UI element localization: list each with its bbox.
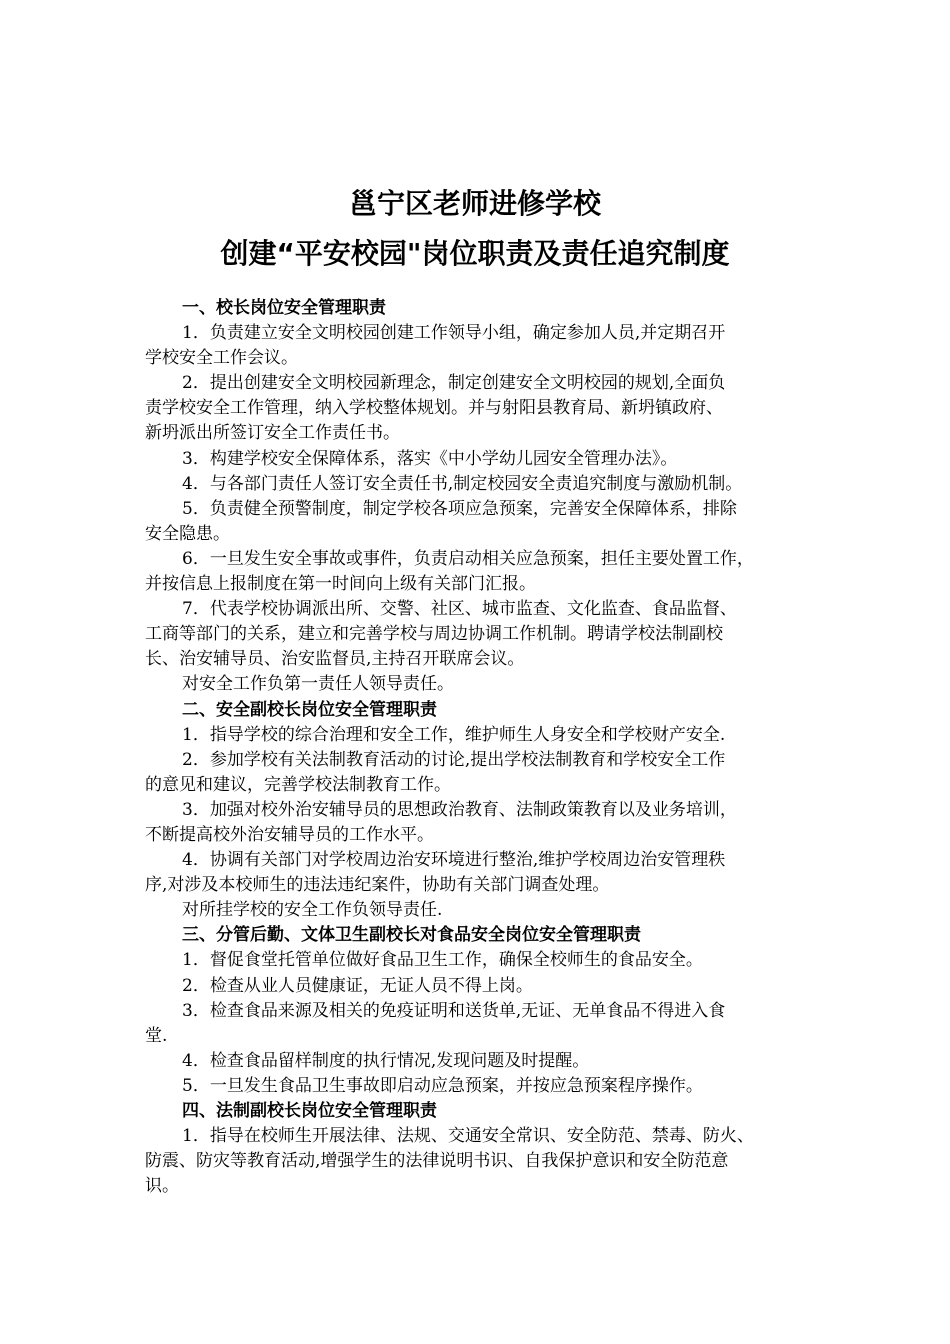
text-line: 堂. [145, 1025, 168, 1046]
text-line: 2．参加学校有关法制教育活动的讨论,提出学校法制教育和学校安全工作 [182, 749, 726, 770]
text-line: 7．代表学校协调派出所、交警、社区、城市监查、文化监查、食品监督、 [182, 599, 737, 620]
text-line: 对所挂学校的安全工作负领导责任. [182, 900, 443, 921]
text-line: 防震、防灾等教育活动,增强学生的法律说明书识、自我保护意识和安全防范意 [145, 1151, 729, 1172]
text-line: 不断提高校外治安辅导员的工作水平。 [145, 824, 434, 845]
text-line: 识。 [145, 1176, 179, 1197]
text-line: 并按信息上报制度在第一时间向上级有关部门汇报。 [145, 574, 536, 595]
text-line: 4．协调有关部门对学校周边治安环境进行整治,维护学校周边治安管理秩 [182, 850, 726, 871]
text-line: 4．检查食品留样制度的执行情况,发现问题及时提醒。 [182, 1050, 590, 1071]
text-line: 1．指导学校的综合治理和安全工作，维护师生人身安全和学校财产安全. [182, 724, 726, 745]
section-heading: 一、校长岗位安全管理职责 [182, 298, 386, 318]
text-line: 3．检查食品来源及相关的免疫证明和送货单,无证、无单食品不得进入食 [182, 1000, 726, 1021]
text-line: 工商等部门的关系，建立和完善学校与周边协调工作机制。聘请学校法制副校 [145, 624, 723, 645]
text-line: 1．督促食堂托管单位做好食品卫生工作，确保全校师生的食品安全。 [182, 950, 703, 971]
text-line: 4．与各部门责任人签订安全责任书,制定校园安全责追究制度与激励机制。 [182, 473, 743, 494]
text-line: 2．提出创建安全文明校园新理念，制定创建安全文明校园的规划,全面负 [182, 373, 726, 394]
text-line: 的意见和建议，完善学校法制教育工作。 [145, 774, 451, 795]
text-line: 安全隐患。 [145, 523, 230, 544]
text-line: 1．指导在校师生开展法律、法规、交通安全常识、安全防范、禁毒、防火、 [182, 1126, 754, 1147]
text-line: 新坍派出所签订安全工作责任书。 [145, 423, 400, 444]
document-title: 邕宁区老师进修学校 [348, 187, 601, 220]
document-body [145, 296, 815, 1199]
text-line: 5．负责健全预警制度，制定学校各项应急预案，完善安全保障体系，排除 [182, 498, 737, 519]
text-line: 对安全工作负第一责任人领导责任。 [182, 674, 454, 695]
text-line: 序,对涉及本校师生的违法违纪案件，协助有关部门调查处理。 [145, 875, 610, 896]
section-heading: 三、分管后勤、文体卫生副校长对食品安全岗位安全管理职责 [182, 925, 641, 946]
text-line: 学校安全工作会议。 [145, 348, 298, 369]
text-line: 3．构建学校安全保障体系，落实《中小学幼儿园安全管理办法》。 [182, 448, 678, 469]
section-heading: 二、安全副校长岗位安全管理职责 [182, 699, 437, 720]
text-line: 3．加强对校外治安辅导员的思想政治教育、法制政策教育以及业务培训， [182, 799, 737, 820]
text-line: 5．一旦发生食品卫生事故即启动应急预案，并按应急预案程序操作。 [182, 1075, 703, 1096]
text-line: 2．检查从业人员健康证，无证人员不得上岗。 [182, 975, 533, 996]
text-line: 长、治安辅导员、治安监督员,主持召开联席会议。 [145, 649, 525, 670]
text-line: 1．负责建立安全文明校园创建工作领导小组，确定参加人员,并定期召开 [182, 323, 726, 344]
text-line: 6．一旦发生安全事故或事件，负责启动相关应急预案，担任主要处置工作， [182, 548, 754, 569]
text-line: 责学校安全工作管理，纳入学校整体规划。并与射阳县教育局、新坍镇政府、 [145, 398, 723, 419]
document-subtitle: 创建“平安校园"岗位职责及责任追究制度 [220, 237, 730, 270]
section-heading: 四、法制副校长岗位安全管理职责 [182, 1101, 437, 1121]
